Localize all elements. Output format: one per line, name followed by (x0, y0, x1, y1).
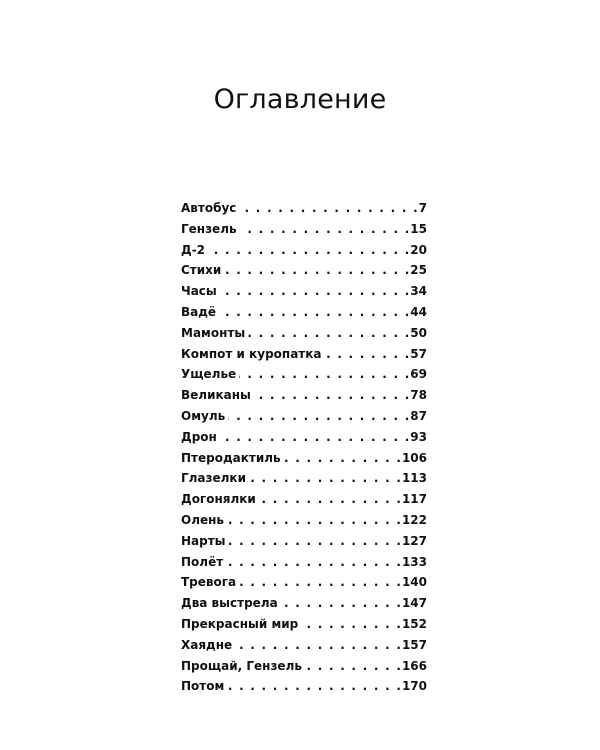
toc-entry-page-number: 170 (401, 679, 427, 694)
toc-entry-title: Нарты (181, 533, 226, 548)
toc-entry[interactable] (181, 614, 427, 635)
toc-entry-title: Автобус (181, 201, 237, 215)
toc-entry-page-number: 44 (410, 304, 427, 319)
toc-entry[interactable] (181, 468, 427, 489)
dot-leader (220, 281, 410, 302)
toc-entry-title: Два выстрела (181, 596, 278, 611)
dot-leader (229, 531, 401, 552)
toc-entry-page-number: 157 (401, 637, 427, 652)
dot-leader (239, 572, 401, 593)
toc-entry-title: Потом (181, 679, 225, 694)
toc-entry[interactable] (181, 489, 427, 510)
dot-leader (208, 240, 409, 261)
dot-leader (248, 323, 409, 344)
toc-entry-title: Часы (181, 284, 217, 299)
table-of-contents (181, 198, 427, 697)
toc-entry[interactable] (181, 198, 427, 219)
toc-entry-page-number: 87 (410, 408, 427, 423)
toc-entry-title: Вадё (181, 304, 217, 319)
dot-leader (239, 198, 417, 219)
toc-entry-title: Прекрасный мир (181, 616, 299, 631)
dot-leader (239, 364, 409, 385)
toc-entry-title: Глазелки (181, 471, 246, 486)
toc-entry-page-number: 20 (410, 242, 427, 257)
toc-entry-title: Компот и куропатка (181, 346, 322, 361)
toc-entry[interactable] (181, 302, 427, 323)
dot-leader (235, 635, 401, 656)
toc-entry[interactable] (181, 427, 427, 448)
toc-entry[interactable] (181, 240, 427, 261)
toc-entry-page-number: 15 (410, 221, 427, 236)
dot-leader (301, 614, 401, 635)
dot-leader (254, 385, 409, 406)
dot-leader (249, 468, 401, 489)
dot-leader (281, 593, 401, 614)
toc-entry[interactable] (181, 635, 427, 656)
toc-entry-title: Ущелье (181, 367, 237, 382)
toc-entry[interactable] (181, 219, 427, 240)
toc-entry-page-number: 117 (401, 492, 427, 507)
toc-entry[interactable] (181, 593, 427, 614)
dot-leader (227, 676, 401, 697)
toc-entry[interactable] (181, 364, 427, 385)
toc-entry-title: Гензель (181, 221, 237, 236)
toc-entry[interactable] (181, 531, 427, 552)
toc-entry-title: Тревога (181, 575, 237, 590)
toc-entry-page-number: 166 (401, 658, 427, 673)
toc-entry-page-number: 133 (401, 554, 427, 569)
dot-leader (305, 656, 401, 677)
dot-leader (226, 552, 401, 573)
dot-leader (227, 510, 401, 531)
toc-entry-page-number: 93 (410, 429, 427, 444)
dot-leader (325, 344, 410, 365)
toc-entry-page-number: 34 (410, 284, 427, 299)
toc-entry[interactable] (181, 510, 427, 531)
dot-leader (228, 406, 409, 427)
toc-entry-page-number: 113 (401, 471, 427, 486)
toc-entry-page-number: 152 (401, 616, 427, 631)
toc-entry[interactable] (181, 552, 427, 573)
dot-leader (219, 302, 409, 323)
dot-leader (284, 448, 401, 469)
dot-leader (259, 489, 401, 510)
toc-entry-title: Мамонты (181, 325, 246, 340)
toc-entry[interactable] (181, 572, 427, 593)
toc-entry-page-number: 140 (401, 575, 427, 590)
toc-entry[interactable] (181, 344, 427, 365)
toc-entry-title: Догонялки (181, 492, 256, 507)
toc-entry-title: Хаядне (181, 637, 233, 652)
toc-entry-page-number: 78 (410, 388, 427, 403)
toc-entry-title: Стихи (181, 263, 222, 278)
toc-entry-page-number: 57 (410, 346, 427, 361)
toc-entry[interactable] (181, 385, 427, 406)
toc-entry-title: Омуль (181, 408, 226, 423)
toc-entry[interactable] (181, 406, 427, 427)
toc-entry-title: Олень (181, 512, 225, 527)
toc-entry[interactable] (181, 281, 427, 302)
toc-entry-page-number: 50 (410, 325, 427, 340)
toc-entry-page-number: 127 (401, 533, 427, 548)
toc-entry-title: Д-2 (181, 242, 206, 257)
dot-leader (240, 219, 410, 240)
toc-entry-page-number: 122 (401, 512, 427, 527)
toc-entry-page-number: 7 (418, 201, 427, 215)
toc-entry-title: Прощай, Гензель (181, 658, 302, 673)
toc-entry[interactable] (181, 448, 427, 469)
toc-entry[interactable] (181, 323, 427, 344)
toc-entry-title: Полёт (181, 554, 224, 569)
toc-entry-page-number: 25 (410, 263, 427, 278)
dot-leader (220, 427, 409, 448)
dot-leader (224, 260, 409, 281)
toc-entry-title: Дрон (181, 429, 217, 444)
toc-entry-page-number: 106 (401, 450, 427, 465)
toc-entry[interactable] (181, 656, 427, 677)
toc-entry-page-number: 69 (410, 367, 427, 382)
page-title: Оглавление (213, 84, 387, 115)
toc-entry[interactable] (181, 676, 427, 697)
toc-entry-page-number: 147 (401, 596, 427, 611)
toc-entry-title: Птеродактиль (181, 450, 281, 465)
toc-entry-title: Великаны (181, 388, 251, 403)
toc-entry[interactable] (181, 260, 427, 281)
